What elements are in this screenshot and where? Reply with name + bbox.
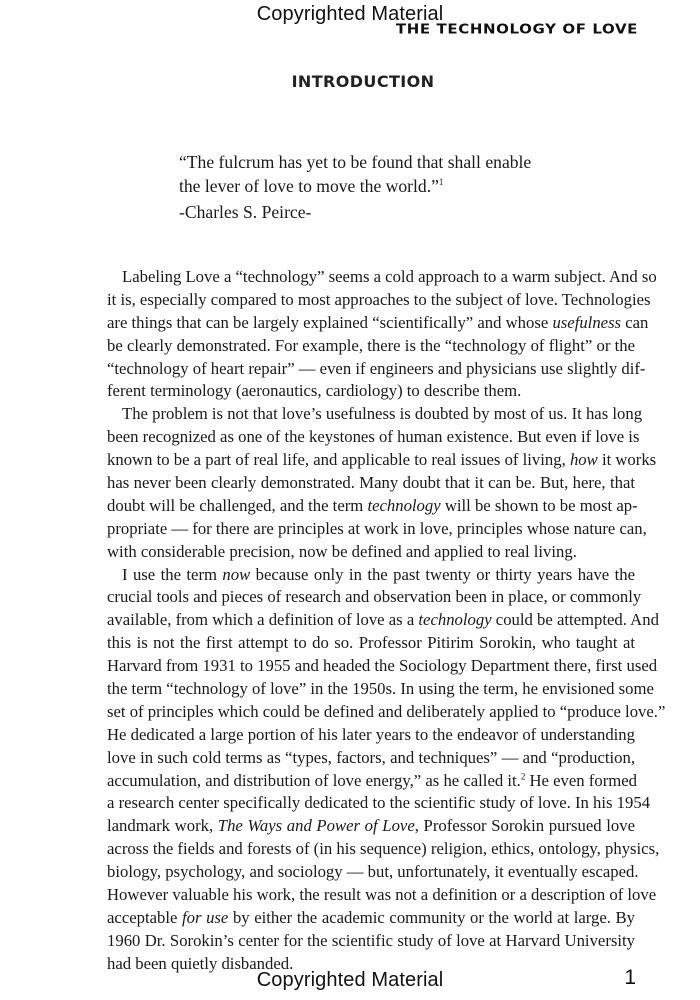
text-segment: it is, especially compared to most approaches to the subject of love. Technologies: [107, 289, 651, 309]
text-segment: can: [621, 312, 649, 332]
text-line: [107, 472, 635, 495]
text-segment: set of principles which could be defined and deliberately applied to “produce love.”: [107, 701, 666, 721]
running-head: THE TECHNOLOGY OF LOVE: [395, 21, 638, 38]
epigraph-line-2-text: the lever of love to move the world.”: [179, 176, 439, 196]
text-line: [107, 358, 646, 381]
text-line: [107, 770, 635, 793]
text-segment: it works: [597, 450, 657, 470]
text-segment: ferent terminology (aeronautics, cardiology) to describe them.: [107, 381, 522, 401]
text-line: [107, 930, 635, 953]
text-segment: Harvard from 1931 to 1955 and headed the Sociology Department there, first used: [107, 656, 658, 676]
paragraph: [107, 266, 657, 403]
text-segment: , Professor Sorokin pursued love: [414, 816, 635, 836]
text-line: [107, 792, 651, 815]
text-line: [107, 335, 635, 358]
text-line: [107, 724, 635, 747]
paragraph: [107, 564, 666, 976]
text-segment: The problem is not that love’s usefulness is doubted by most of us. It has long: [122, 404, 643, 424]
text-line: [107, 838, 660, 861]
text-segment: I use the term: [122, 564, 223, 584]
text-line: [107, 907, 635, 930]
epigraph-line-2: [179, 174, 579, 198]
text-segment: propriate — for there are principles at work in love, principles whose nature can,: [107, 518, 647, 538]
text-segment: this is not the first attempt to do so. Professor Pitirim Sorokin, who taught at: [107, 633, 635, 653]
text-segment: could be attempted. And: [491, 610, 659, 630]
text-segment: by either the academic community or the world at large. By: [228, 907, 636, 927]
text-segment: because only in the past twenty or thirty years have the: [250, 564, 635, 584]
text-segment: across the fields and forests of (in his sequence) religion, ethics, ontology, physics,: [107, 839, 660, 859]
text-segment: known to be a part of real life, and applicable to real issues of living,: [107, 450, 570, 470]
italic-text: for use: [182, 907, 229, 927]
text-segment: love in such cold terms as “types, factors, and techniques” — and “production,: [107, 747, 635, 767]
text-segment: are things that can be largely explained “scientifically” and whose: [107, 312, 553, 332]
body-text: [107, 266, 666, 976]
text-segment: However valuable his work, the result was not a definition or a description of love: [107, 885, 657, 905]
page-number: 1: [624, 966, 636, 989]
text-segment: a research center specifically dedicated to the scientific study of love. In his 1954: [107, 793, 651, 813]
text-segment: He dedicated a large portion of his later years to the endeavor of understanding: [107, 724, 635, 744]
text-segment: doubt will be challenged, and the term: [107, 495, 368, 515]
text-segment: 1960 Dr. Sorokin’s center for the scientific study of love at Harvard University: [107, 930, 635, 950]
footnote-ref: 2: [520, 771, 526, 782]
text-segment: Labeling Love a “technology” seems a cold approach to a warm subject. And so: [122, 267, 657, 286]
text-line: [107, 564, 635, 587]
text-segment: acceptable: [107, 907, 183, 927]
text-line: [107, 495, 638, 518]
text-line: [107, 403, 643, 426]
text-segment: has never been clearly demonstrated. Many doubt that it can be. But, here, that: [107, 473, 635, 493]
footnote-ref: 1: [438, 177, 444, 188]
text-segment: with considerable precision, now be defined and applied to real living.: [107, 541, 577, 561]
text-segment: landmark work,: [107, 816, 218, 836]
italic-text: technology: [418, 610, 492, 630]
italic-text: how: [569, 450, 598, 470]
text-segment: will be shown to be most ap-: [440, 495, 638, 515]
text-line: [107, 586, 642, 609]
text-segment: biology, psychology, and sociology — but, unfortunately, it eventually escaped.: [107, 862, 639, 882]
text-segment: available, from which a definition of love as a: [107, 610, 419, 630]
text-line: [107, 861, 639, 884]
text-line: [107, 678, 654, 701]
text-segment: “technology of heart repair” — even if engineers and physicians use slightly dif-: [107, 358, 646, 378]
text-line: [107, 426, 640, 449]
text-line: [107, 449, 657, 472]
text-segment: been recognized as one of the keystones of human existence. But even if love is: [107, 427, 640, 447]
text-line: [107, 747, 635, 770]
text-line: [107, 815, 635, 838]
italic-text: technology: [367, 495, 441, 515]
text-line: [107, 266, 657, 289]
paragraph: [107, 403, 657, 563]
italic-text: usefulness: [552, 312, 622, 332]
epigraph-line-1: “The fulcrum has yet to be found that shall enable: [179, 152, 532, 172]
section-title: INTRODUCTION: [291, 72, 435, 91]
italic-text: The Ways and Power of Love: [217, 816, 415, 836]
text-segment: crucial tools and pieces of research and observation been in place, or commonly: [107, 587, 642, 607]
text-segment: had been quietly disbanded.: [107, 953, 294, 973]
text-segment: be clearly demonstrated. For example, there is the “technology of flight” or the: [107, 335, 635, 355]
epigraph: [179, 150, 579, 224]
text-line: [107, 541, 635, 564]
text-line: [107, 655, 658, 678]
epigraph-attribution: -Charles S. Peirce-: [179, 202, 312, 222]
copyright-watermark-bottom: Copyrighted Material: [256, 969, 444, 991]
copyright-watermark-top: Copyrighted Material: [256, 3, 444, 25]
text-line: [107, 380, 635, 403]
text-segment: the term “technology of love” in the 1950s. In using the term, he envisioned some: [107, 679, 654, 699]
text-segment: He even formed: [525, 770, 637, 790]
text-segment: accumulation, and distribution of love energy,” as he called it.: [107, 770, 521, 790]
text-line: [107, 518, 647, 541]
text-line: [107, 884, 657, 907]
italic-text: now: [222, 564, 251, 584]
text-line: [107, 701, 666, 724]
text-line: [107, 289, 651, 312]
text-line: [107, 609, 659, 632]
text-line: [107, 312, 649, 335]
text-line: [107, 632, 635, 655]
